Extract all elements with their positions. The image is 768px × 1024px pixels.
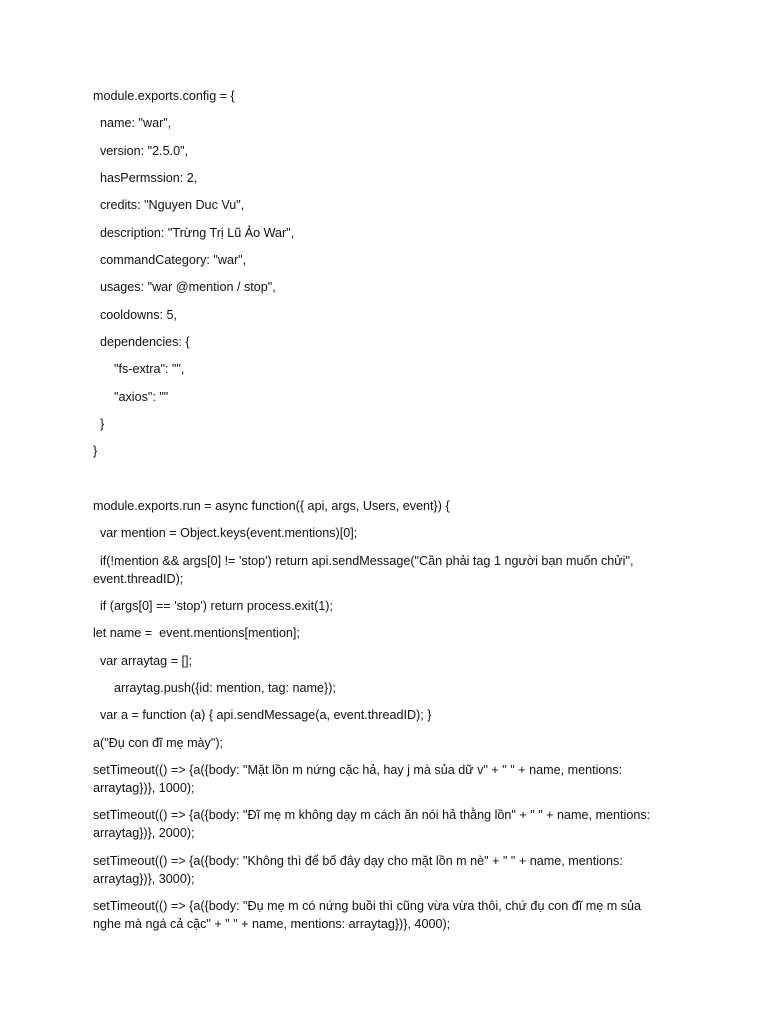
code-line: usages: "war @mention / stop", [93,280,276,294]
code-line: var mention = Object.keys(event.mentions)[0]; [93,526,358,540]
code-line: arraytag})}, 2000); [93,826,195,840]
code-line: nghe mà ngá cả cặc" + " " + name, mentions: arraytag})}, 4000); [93,917,451,931]
code-line: name: "war", [93,116,172,130]
code-line: setTimeout(() => {a({body: "Mặt lồn m nứng cặc hả, hay j mà sủa dữ v" + " " + name, mentions: [93,763,623,777]
code-line: setTimeout(() => {a({body: "Đĩ mẹ m không dạy m cách ăn nói hả thằng lồn" + " " + name, mentions: [93,808,651,822]
code-line: arraytag})}, 3000); [93,872,195,886]
code-line: var a = function (a) { api.sendMessage(a, event.threadID); } [93,708,432,722]
code-line: dependencies: { [93,335,190,349]
code-line: module.exports.run = async function({ api, args, Users, event}) { [93,499,450,513]
code-line: if (args[0] == 'stop') return process.exit(1); [93,599,333,613]
code-line: "axios": "" [93,390,169,404]
code-line: setTimeout(() => {a({body: "Đụ mẹ m có nứng buồi thì cũng vừa vừa thôi, chứ đụ con đĩ mẹ m sủa [93,899,642,913]
code-line: hasPermssion: 2, [93,171,198,185]
code-line: cooldowns: 5, [93,308,178,322]
code-line: description: "Trừng Trị Lũ Ảo War", [93,226,295,240]
code-line: } [93,444,98,458]
code-line: setTimeout(() => {a({body: "Không thì để bố đây dạy cho mặt lồn m nè" + " " + name, mentions: [93,854,623,868]
code-line: } [93,417,105,431]
code-line: credits: "Nguyen Duc Vu", [93,198,245,212]
code-line: if(!mention && args[0] != 'stop') return api.sendMessage("Cần phải tag 1 người bạn muốn chửi", [93,554,634,568]
code-line: event.threadID); [93,572,184,586]
code-line: commandCategory: "war", [93,253,247,267]
code-line: "fs-extra": "", [93,362,185,376]
code-line: var arraytag = []; [93,654,193,668]
code-line: module.exports.config = { [93,89,235,103]
code-line: arraytag})}, 1000); [93,781,195,795]
code-line: arraytag.push({id: mention, tag: name}); [93,681,336,695]
code-line: version: "2.5.0", [93,144,189,158]
code-line: a("Đụ con đĩ mẹ mày"); [93,736,224,750]
code-line: let name = event.mentions[mention]; [93,626,300,640]
